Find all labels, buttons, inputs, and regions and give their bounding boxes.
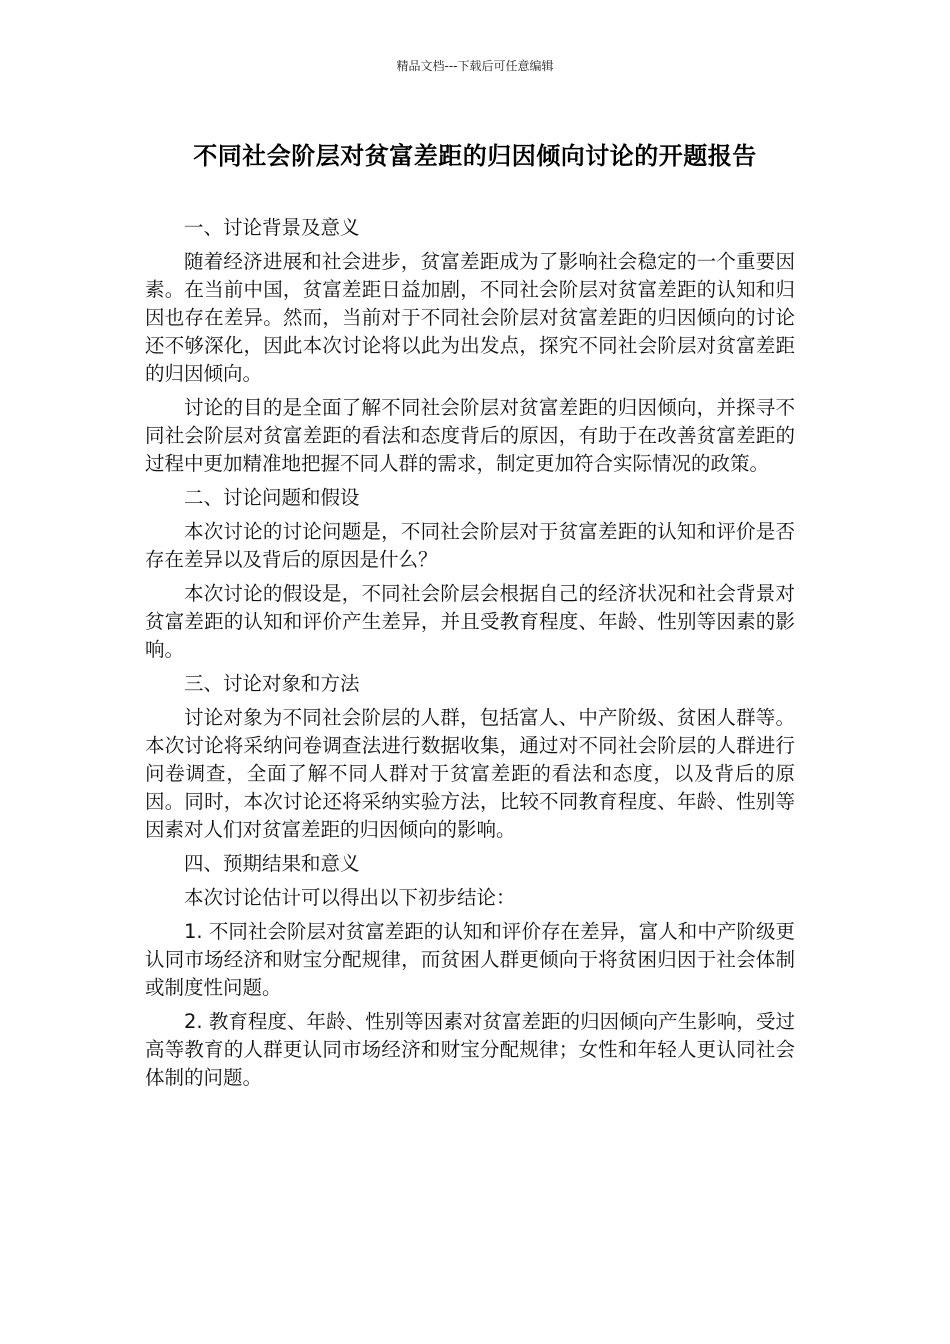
paragraph: 本次讨论的讨论问题是，不同社会阶层对于贫富差距的认知和评价是否存在差异以及背后的原因是什么？ — [145, 520, 795, 571]
paragraph: 本次讨论估计可以得出以下初步结论： — [184, 886, 516, 909]
section-heading: 三、讨论对象和方法 — [184, 672, 360, 695]
document-body — [145, 214, 795, 1098]
paragraph: 随着经济进展和社会进步，贫富差距成为了影响社会稳定的一个重要因素。在当前中国，贫富差距日益加剧，不同社会阶层对贫富差距的认知和归因也存在差异。然而，当前对于不同社会阶层对贫富差距的归因倾向的讨论还不够深化，因此本次讨论将以此为出发点，探究不同社会阶层对贫富差距的归因倾向。 — [145, 250, 795, 385]
page-header: 精品文档---下载后可任意编辑 — [396, 59, 554, 73]
document-title: 不同社会阶层对贫富差距的归因倾向讨论的开题报告 — [193, 142, 757, 170]
paragraph: 讨论对象为不同社会阶层的人群，包括富人、中产阶级、贫困人群等。本次讨论将采纳问卷调查法进行数据收集，通过对不同社会阶层的人群进行问卷调查，全面了解不同人群对于贫富差距的看法和态度，以及背后的原因。同时，本次讨论还将采纳实验方法，比较不同教育程度、年龄、性别等因素对人们对贫富差距的归因倾向的影响。 — [145, 706, 795, 841]
list-item: 2. 教育程度、年龄、性别等因素对贫富差距的归因倾向产生影响，受过高等教育的人群更认同市场经济和财宝分配规律；女性和年轻人更认同社会体制的问题。 — [145, 1010, 795, 1089]
list-item: 1. 不同社会阶层对贫富差距的认知和评价存在差异，富人和中产阶级更认同市场经济和财宝分配规律，而贫困人群更倾向于将贫困归因于社会体制或制度性问题。 — [145, 920, 795, 999]
paragraph: 本次讨论的假设是，不同社会阶层会根据自己的经济状况和社会背景对贫富差距的认知和评价产生差异，并且受教育程度、年龄、性别等因素的影响。 — [145, 582, 795, 661]
section-heading: 二、讨论问题和假设 — [184, 486, 360, 509]
paragraph: 讨论的目的是全面了解不同社会阶层对贫富差距的归因倾向，并探寻不同社会阶层对贫富差距的看法和态度背后的原因，有助于在改善贫富差距的过程中更加精准地把握不同人群的需求，制定更加符合实际情况的政策。 — [145, 396, 795, 475]
section-heading: 一、讨论背景及意义 — [184, 216, 360, 239]
section-heading: 四、预期结果和意义 — [184, 852, 360, 875]
